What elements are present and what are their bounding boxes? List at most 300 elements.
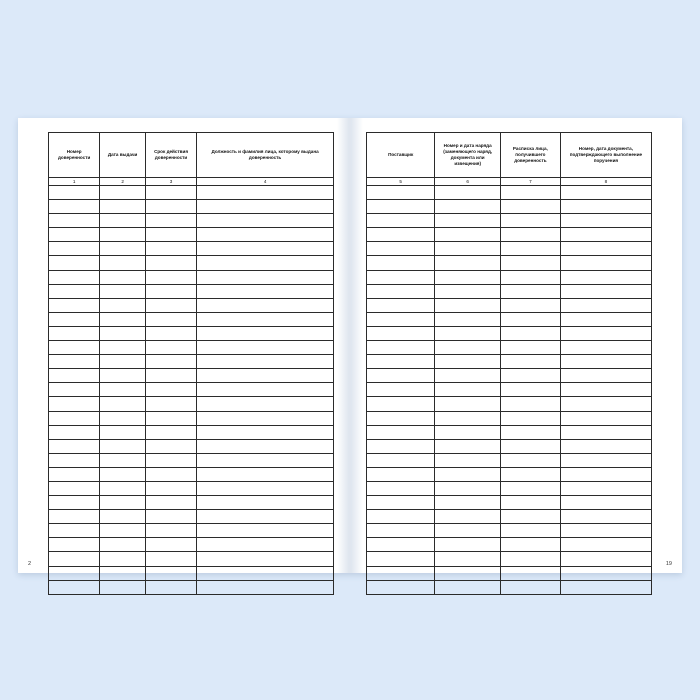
table-row[interactable] xyxy=(367,453,652,467)
table-cell[interactable] xyxy=(500,341,560,355)
table-cell[interactable] xyxy=(435,510,501,524)
table-cell[interactable] xyxy=(145,326,196,340)
table-cell[interactable] xyxy=(367,270,435,284)
table-cell[interactable] xyxy=(145,312,196,326)
table-cell[interactable] xyxy=(197,298,334,312)
table-row[interactable] xyxy=(367,256,652,270)
table-cell[interactable] xyxy=(500,383,560,397)
table-row[interactable] xyxy=(367,369,652,383)
table-cell[interactable] xyxy=(49,326,100,340)
table-cell[interactable] xyxy=(367,566,435,580)
table-row[interactable] xyxy=(49,397,334,411)
table-cell[interactable] xyxy=(560,552,651,566)
table-row[interactable] xyxy=(49,186,334,200)
column-index-1: 1 xyxy=(49,178,100,186)
table-cell[interactable] xyxy=(145,186,196,200)
table-cell[interactable] xyxy=(367,425,435,439)
table-cell[interactable] xyxy=(560,200,651,214)
table-row[interactable] xyxy=(367,383,652,397)
table-row[interactable] xyxy=(49,326,334,340)
table-cell[interactable] xyxy=(197,228,334,242)
table-cell[interactable] xyxy=(197,270,334,284)
table-cell[interactable] xyxy=(145,510,196,524)
table-cell[interactable] xyxy=(145,524,196,538)
table-cell[interactable] xyxy=(197,256,334,270)
table-cell[interactable] xyxy=(49,341,100,355)
table-cell[interactable] xyxy=(435,355,501,369)
table-row[interactable] xyxy=(49,524,334,538)
table-cell[interactable] xyxy=(49,397,100,411)
table-cell[interactable] xyxy=(367,256,435,270)
table-cell[interactable] xyxy=(367,496,435,510)
table-cell[interactable] xyxy=(145,355,196,369)
table-cell[interactable] xyxy=(197,411,334,425)
table-row[interactable] xyxy=(367,411,652,425)
table-cell[interactable] xyxy=(49,228,100,242)
table-cell[interactable] xyxy=(145,425,196,439)
table-cell[interactable] xyxy=(367,284,435,298)
table-cell[interactable] xyxy=(560,284,651,298)
table-cell[interactable] xyxy=(435,186,501,200)
table-cell[interactable] xyxy=(560,228,651,242)
table-row[interactable] xyxy=(49,453,334,467)
table-row[interactable] xyxy=(367,524,652,538)
table-cell[interactable] xyxy=(145,397,196,411)
table-row[interactable] xyxy=(49,383,334,397)
table-cell[interactable] xyxy=(367,397,435,411)
table-cell[interactable] xyxy=(49,510,100,524)
table-cell[interactable] xyxy=(435,214,501,228)
table-cell[interactable] xyxy=(197,425,334,439)
table-cell[interactable] xyxy=(49,270,100,284)
table-cell[interactable] xyxy=(197,580,334,594)
table-cell[interactable] xyxy=(435,200,501,214)
table-cell[interactable] xyxy=(145,411,196,425)
table-row[interactable] xyxy=(367,481,652,495)
table-cell[interactable] xyxy=(367,214,435,228)
table-row[interactable] xyxy=(49,298,334,312)
table-cell[interactable] xyxy=(500,228,560,242)
table-row[interactable] xyxy=(367,326,652,340)
table-cell[interactable] xyxy=(435,341,501,355)
table-cell[interactable] xyxy=(49,496,100,510)
table-cell[interactable] xyxy=(100,284,146,298)
table-cell[interactable] xyxy=(500,256,560,270)
table-cell[interactable] xyxy=(367,355,435,369)
table-cell[interactable] xyxy=(500,270,560,284)
table-cell[interactable] xyxy=(49,481,100,495)
table-cell[interactable] xyxy=(197,200,334,214)
column-index-4: 4 xyxy=(197,178,334,186)
table-cell[interactable] xyxy=(197,524,334,538)
table-row[interactable] xyxy=(367,467,652,481)
table-row[interactable] xyxy=(367,566,652,580)
table-row[interactable] xyxy=(367,284,652,298)
table-cell[interactable] xyxy=(560,214,651,228)
table-cell[interactable] xyxy=(197,312,334,326)
table-row[interactable] xyxy=(367,538,652,552)
table-cell[interactable] xyxy=(435,397,501,411)
table-cell[interactable] xyxy=(435,411,501,425)
table-cell[interactable] xyxy=(145,566,196,580)
table-row[interactable] xyxy=(49,355,334,369)
table-cell[interactable] xyxy=(197,481,334,495)
table-cell[interactable] xyxy=(49,538,100,552)
table-cell[interactable] xyxy=(435,481,501,495)
table-cell[interactable] xyxy=(367,538,435,552)
table-row[interactable] xyxy=(367,397,652,411)
table-cell[interactable] xyxy=(367,439,435,453)
table-row[interactable] xyxy=(49,256,334,270)
table-cell[interactable] xyxy=(500,186,560,200)
table-cell[interactable] xyxy=(49,355,100,369)
table-cell[interactable] xyxy=(100,341,146,355)
table-cell[interactable] xyxy=(560,326,651,340)
table-cell[interactable] xyxy=(100,538,146,552)
table-cell[interactable] xyxy=(500,580,560,594)
table-cell[interactable] xyxy=(500,566,560,580)
table-cell[interactable] xyxy=(560,566,651,580)
table-row[interactable] xyxy=(367,312,652,326)
table-row[interactable] xyxy=(49,284,334,298)
table-cell[interactable] xyxy=(197,355,334,369)
table-row[interactable] xyxy=(367,242,652,256)
table-cell[interactable] xyxy=(435,312,501,326)
table-row[interactable] xyxy=(367,186,652,200)
table-cell[interactable] xyxy=(560,538,651,552)
table-row[interactable] xyxy=(49,538,334,552)
table-cell[interactable] xyxy=(100,453,146,467)
table-cell[interactable] xyxy=(100,510,146,524)
table-cell[interactable] xyxy=(367,524,435,538)
table-cell[interactable] xyxy=(560,524,651,538)
table-cell[interactable] xyxy=(197,214,334,228)
table-cell[interactable] xyxy=(49,256,100,270)
table-cell[interactable] xyxy=(500,397,560,411)
table-row[interactable] xyxy=(49,496,334,510)
table-cell[interactable] xyxy=(500,369,560,383)
table-cell[interactable] xyxy=(49,214,100,228)
table-cell[interactable] xyxy=(100,186,146,200)
table-cell[interactable] xyxy=(560,510,651,524)
table-cell[interactable] xyxy=(435,425,501,439)
table-cell[interactable] xyxy=(145,270,196,284)
table-row[interactable] xyxy=(367,425,652,439)
table-cell[interactable] xyxy=(500,439,560,453)
table-cell[interactable] xyxy=(197,510,334,524)
table-cell[interactable] xyxy=(197,284,334,298)
table-cell[interactable] xyxy=(367,510,435,524)
table-cell[interactable] xyxy=(100,270,146,284)
table-cell[interactable] xyxy=(145,496,196,510)
table-cell[interactable] xyxy=(435,228,501,242)
table-cell[interactable] xyxy=(500,326,560,340)
table-row[interactable] xyxy=(49,566,334,580)
table-cell[interactable] xyxy=(560,256,651,270)
table-cell[interactable] xyxy=(49,369,100,383)
table-cell[interactable] xyxy=(100,411,146,425)
table-cell[interactable] xyxy=(100,481,146,495)
table-cell[interactable] xyxy=(100,355,146,369)
table-cell[interactable] xyxy=(367,242,435,256)
table-cell[interactable] xyxy=(435,538,501,552)
table-cell[interactable] xyxy=(100,552,146,566)
table-row[interactable] xyxy=(49,341,334,355)
table-cell[interactable] xyxy=(560,467,651,481)
table-cell[interactable] xyxy=(197,326,334,340)
table-row[interactable] xyxy=(49,467,334,481)
table-cell[interactable] xyxy=(197,467,334,481)
table-row[interactable] xyxy=(367,214,652,228)
table-cell[interactable] xyxy=(560,580,651,594)
table-cell[interactable] xyxy=(145,439,196,453)
table-cell[interactable] xyxy=(435,326,501,340)
table-cell[interactable] xyxy=(500,298,560,312)
table-row[interactable] xyxy=(367,355,652,369)
table-cell[interactable] xyxy=(145,383,196,397)
table-cell[interactable] xyxy=(500,481,560,495)
table-cell[interactable] xyxy=(367,186,435,200)
table-cell[interactable] xyxy=(500,524,560,538)
table-cell[interactable] xyxy=(145,341,196,355)
table-row[interactable] xyxy=(49,439,334,453)
table-row[interactable] xyxy=(49,552,334,566)
left-page-rows xyxy=(49,186,334,595)
table-cell[interactable] xyxy=(145,298,196,312)
table-cell[interactable] xyxy=(435,284,501,298)
table-row[interactable] xyxy=(49,481,334,495)
table-cell[interactable] xyxy=(145,481,196,495)
table-cell[interactable] xyxy=(435,383,501,397)
table-cell[interactable] xyxy=(367,228,435,242)
table-cell[interactable] xyxy=(500,214,560,228)
column-index-7: 7 xyxy=(500,178,560,186)
table-cell[interactable] xyxy=(197,496,334,510)
table-row[interactable] xyxy=(367,298,652,312)
table-cell[interactable] xyxy=(435,552,501,566)
table-cell[interactable] xyxy=(560,270,651,284)
table-cell[interactable] xyxy=(49,284,100,298)
table-cell[interactable] xyxy=(49,200,100,214)
table-cell[interactable] xyxy=(560,186,651,200)
table-cell[interactable] xyxy=(500,538,560,552)
table-cell[interactable] xyxy=(435,496,501,510)
table-row[interactable] xyxy=(367,341,652,355)
table-row[interactable] xyxy=(49,228,334,242)
table-row[interactable] xyxy=(367,580,652,594)
table-cell[interactable] xyxy=(145,228,196,242)
table-cell[interactable] xyxy=(560,496,651,510)
table-cell[interactable] xyxy=(49,383,100,397)
table-cell[interactable] xyxy=(500,552,560,566)
table-cell[interactable] xyxy=(435,298,501,312)
table-cell[interactable] xyxy=(560,355,651,369)
table-cell[interactable] xyxy=(500,200,560,214)
table-cell[interactable] xyxy=(49,439,100,453)
table-cell[interactable] xyxy=(560,242,651,256)
table-cell[interactable] xyxy=(197,242,334,256)
table-cell[interactable] xyxy=(435,369,501,383)
table-cell[interactable] xyxy=(500,312,560,326)
table-cell[interactable] xyxy=(49,524,100,538)
table-cell[interactable] xyxy=(560,369,651,383)
table-cell[interactable] xyxy=(49,580,100,594)
table-cell[interactable] xyxy=(100,566,146,580)
table-cell[interactable] xyxy=(560,411,651,425)
table-cell[interactable] xyxy=(435,524,501,538)
table-cell[interactable] xyxy=(560,481,651,495)
table-cell[interactable] xyxy=(560,341,651,355)
table-cell[interactable] xyxy=(145,580,196,594)
table-cell[interactable] xyxy=(560,312,651,326)
column-index-2: 2 xyxy=(100,178,146,186)
table-cell[interactable] xyxy=(49,242,100,256)
table-cell[interactable] xyxy=(100,200,146,214)
table-cell[interactable] xyxy=(367,552,435,566)
table-cell[interactable] xyxy=(367,481,435,495)
table-cell[interactable] xyxy=(145,538,196,552)
table-cell[interactable] xyxy=(367,369,435,383)
table-cell[interactable] xyxy=(49,411,100,425)
table-cell[interactable] xyxy=(100,467,146,481)
table-cell[interactable] xyxy=(100,496,146,510)
table-cell[interactable] xyxy=(435,439,501,453)
table-cell[interactable] xyxy=(197,552,334,566)
table-cell[interactable] xyxy=(560,298,651,312)
table-cell[interactable] xyxy=(435,566,501,580)
table-cell[interactable] xyxy=(100,326,146,340)
table-cell[interactable] xyxy=(145,284,196,298)
table-cell[interactable] xyxy=(500,510,560,524)
table-row[interactable] xyxy=(49,200,334,214)
table-cell[interactable] xyxy=(100,397,146,411)
table-cell[interactable] xyxy=(367,298,435,312)
table-row[interactable] xyxy=(367,439,652,453)
column-header-dov-number: Номер доверенности xyxy=(49,133,100,178)
table-cell[interactable] xyxy=(500,425,560,439)
table-cell[interactable] xyxy=(100,256,146,270)
table-row[interactable] xyxy=(367,270,652,284)
left-page xyxy=(18,118,350,573)
table-cell[interactable] xyxy=(435,580,501,594)
table-cell[interactable] xyxy=(367,411,435,425)
table-cell[interactable] xyxy=(560,383,651,397)
table-cell[interactable] xyxy=(197,538,334,552)
table-cell[interactable] xyxy=(560,453,651,467)
table-cell[interactable] xyxy=(100,524,146,538)
table-cell[interactable] xyxy=(435,242,501,256)
column-header-position-name: Должность и фамилия лица, которому выдана доверенность xyxy=(197,133,334,178)
table-cell[interactable] xyxy=(367,326,435,340)
table-cell[interactable] xyxy=(197,453,334,467)
table-cell[interactable] xyxy=(100,369,146,383)
table-cell[interactable] xyxy=(49,552,100,566)
table-cell[interactable] xyxy=(145,200,196,214)
table-cell[interactable] xyxy=(435,256,501,270)
table-cell[interactable] xyxy=(367,580,435,594)
table-cell[interactable] xyxy=(100,312,146,326)
table-cell[interactable] xyxy=(197,383,334,397)
table-row[interactable] xyxy=(367,496,652,510)
table-cell[interactable] xyxy=(145,453,196,467)
table-cell[interactable] xyxy=(145,214,196,228)
table-row[interactable] xyxy=(49,270,334,284)
table-cell[interactable] xyxy=(49,298,100,312)
table-cell[interactable] xyxy=(49,566,100,580)
table-cell[interactable] xyxy=(367,200,435,214)
table-row[interactable] xyxy=(367,228,652,242)
table-cell[interactable] xyxy=(100,425,146,439)
table-row[interactable] xyxy=(49,510,334,524)
table-cell[interactable] xyxy=(500,496,560,510)
table-row[interactable] xyxy=(367,200,652,214)
table-cell[interactable] xyxy=(49,453,100,467)
table-cell[interactable] xyxy=(49,312,100,326)
table-cell[interactable] xyxy=(197,186,334,200)
table-cell[interactable] xyxy=(197,397,334,411)
table-row[interactable] xyxy=(49,242,334,256)
table-cell[interactable] xyxy=(197,566,334,580)
table-cell[interactable] xyxy=(197,341,334,355)
table-cell[interactable] xyxy=(100,242,146,256)
table-cell[interactable] xyxy=(500,467,560,481)
table-cell[interactable] xyxy=(500,242,560,256)
table-cell[interactable] xyxy=(100,383,146,397)
table-cell[interactable] xyxy=(145,256,196,270)
table-cell[interactable] xyxy=(100,228,146,242)
table-cell[interactable] xyxy=(435,270,501,284)
table-row[interactable] xyxy=(367,552,652,566)
table-cell[interactable] xyxy=(145,467,196,481)
table-cell[interactable] xyxy=(100,439,146,453)
table-row[interactable] xyxy=(49,580,334,594)
right-page-rows xyxy=(367,186,652,595)
table-cell[interactable] xyxy=(500,284,560,298)
table-cell[interactable] xyxy=(145,369,196,383)
table-cell[interactable] xyxy=(367,467,435,481)
table-cell[interactable] xyxy=(100,298,146,312)
table-cell[interactable] xyxy=(367,383,435,397)
table-cell[interactable] xyxy=(145,242,196,256)
table-cell[interactable] xyxy=(367,341,435,355)
table-cell[interactable] xyxy=(500,453,560,467)
table-cell[interactable] xyxy=(100,214,146,228)
table-cell[interactable] xyxy=(49,186,100,200)
table-row[interactable] xyxy=(49,411,334,425)
table-row[interactable] xyxy=(49,425,334,439)
table-row[interactable] xyxy=(49,214,334,228)
table-row[interactable] xyxy=(49,369,334,383)
table-cell[interactable] xyxy=(435,453,501,467)
table-cell[interactable] xyxy=(100,580,146,594)
table-cell[interactable] xyxy=(367,453,435,467)
table-cell[interactable] xyxy=(145,552,196,566)
table-cell[interactable] xyxy=(500,355,560,369)
table-cell[interactable] xyxy=(560,397,651,411)
table-cell[interactable] xyxy=(560,439,651,453)
table-cell[interactable] xyxy=(197,369,334,383)
table-cell[interactable] xyxy=(367,312,435,326)
table-cell[interactable] xyxy=(197,439,334,453)
table-row[interactable] xyxy=(367,510,652,524)
table-cell[interactable] xyxy=(500,411,560,425)
table-cell[interactable] xyxy=(49,467,100,481)
column-header-receipt-signature: Расписка лица, получившего доверенность xyxy=(500,133,560,178)
table-row[interactable] xyxy=(49,312,334,326)
table-cell[interactable] xyxy=(560,425,651,439)
table-cell[interactable] xyxy=(49,425,100,439)
table-cell[interactable] xyxy=(435,467,501,481)
